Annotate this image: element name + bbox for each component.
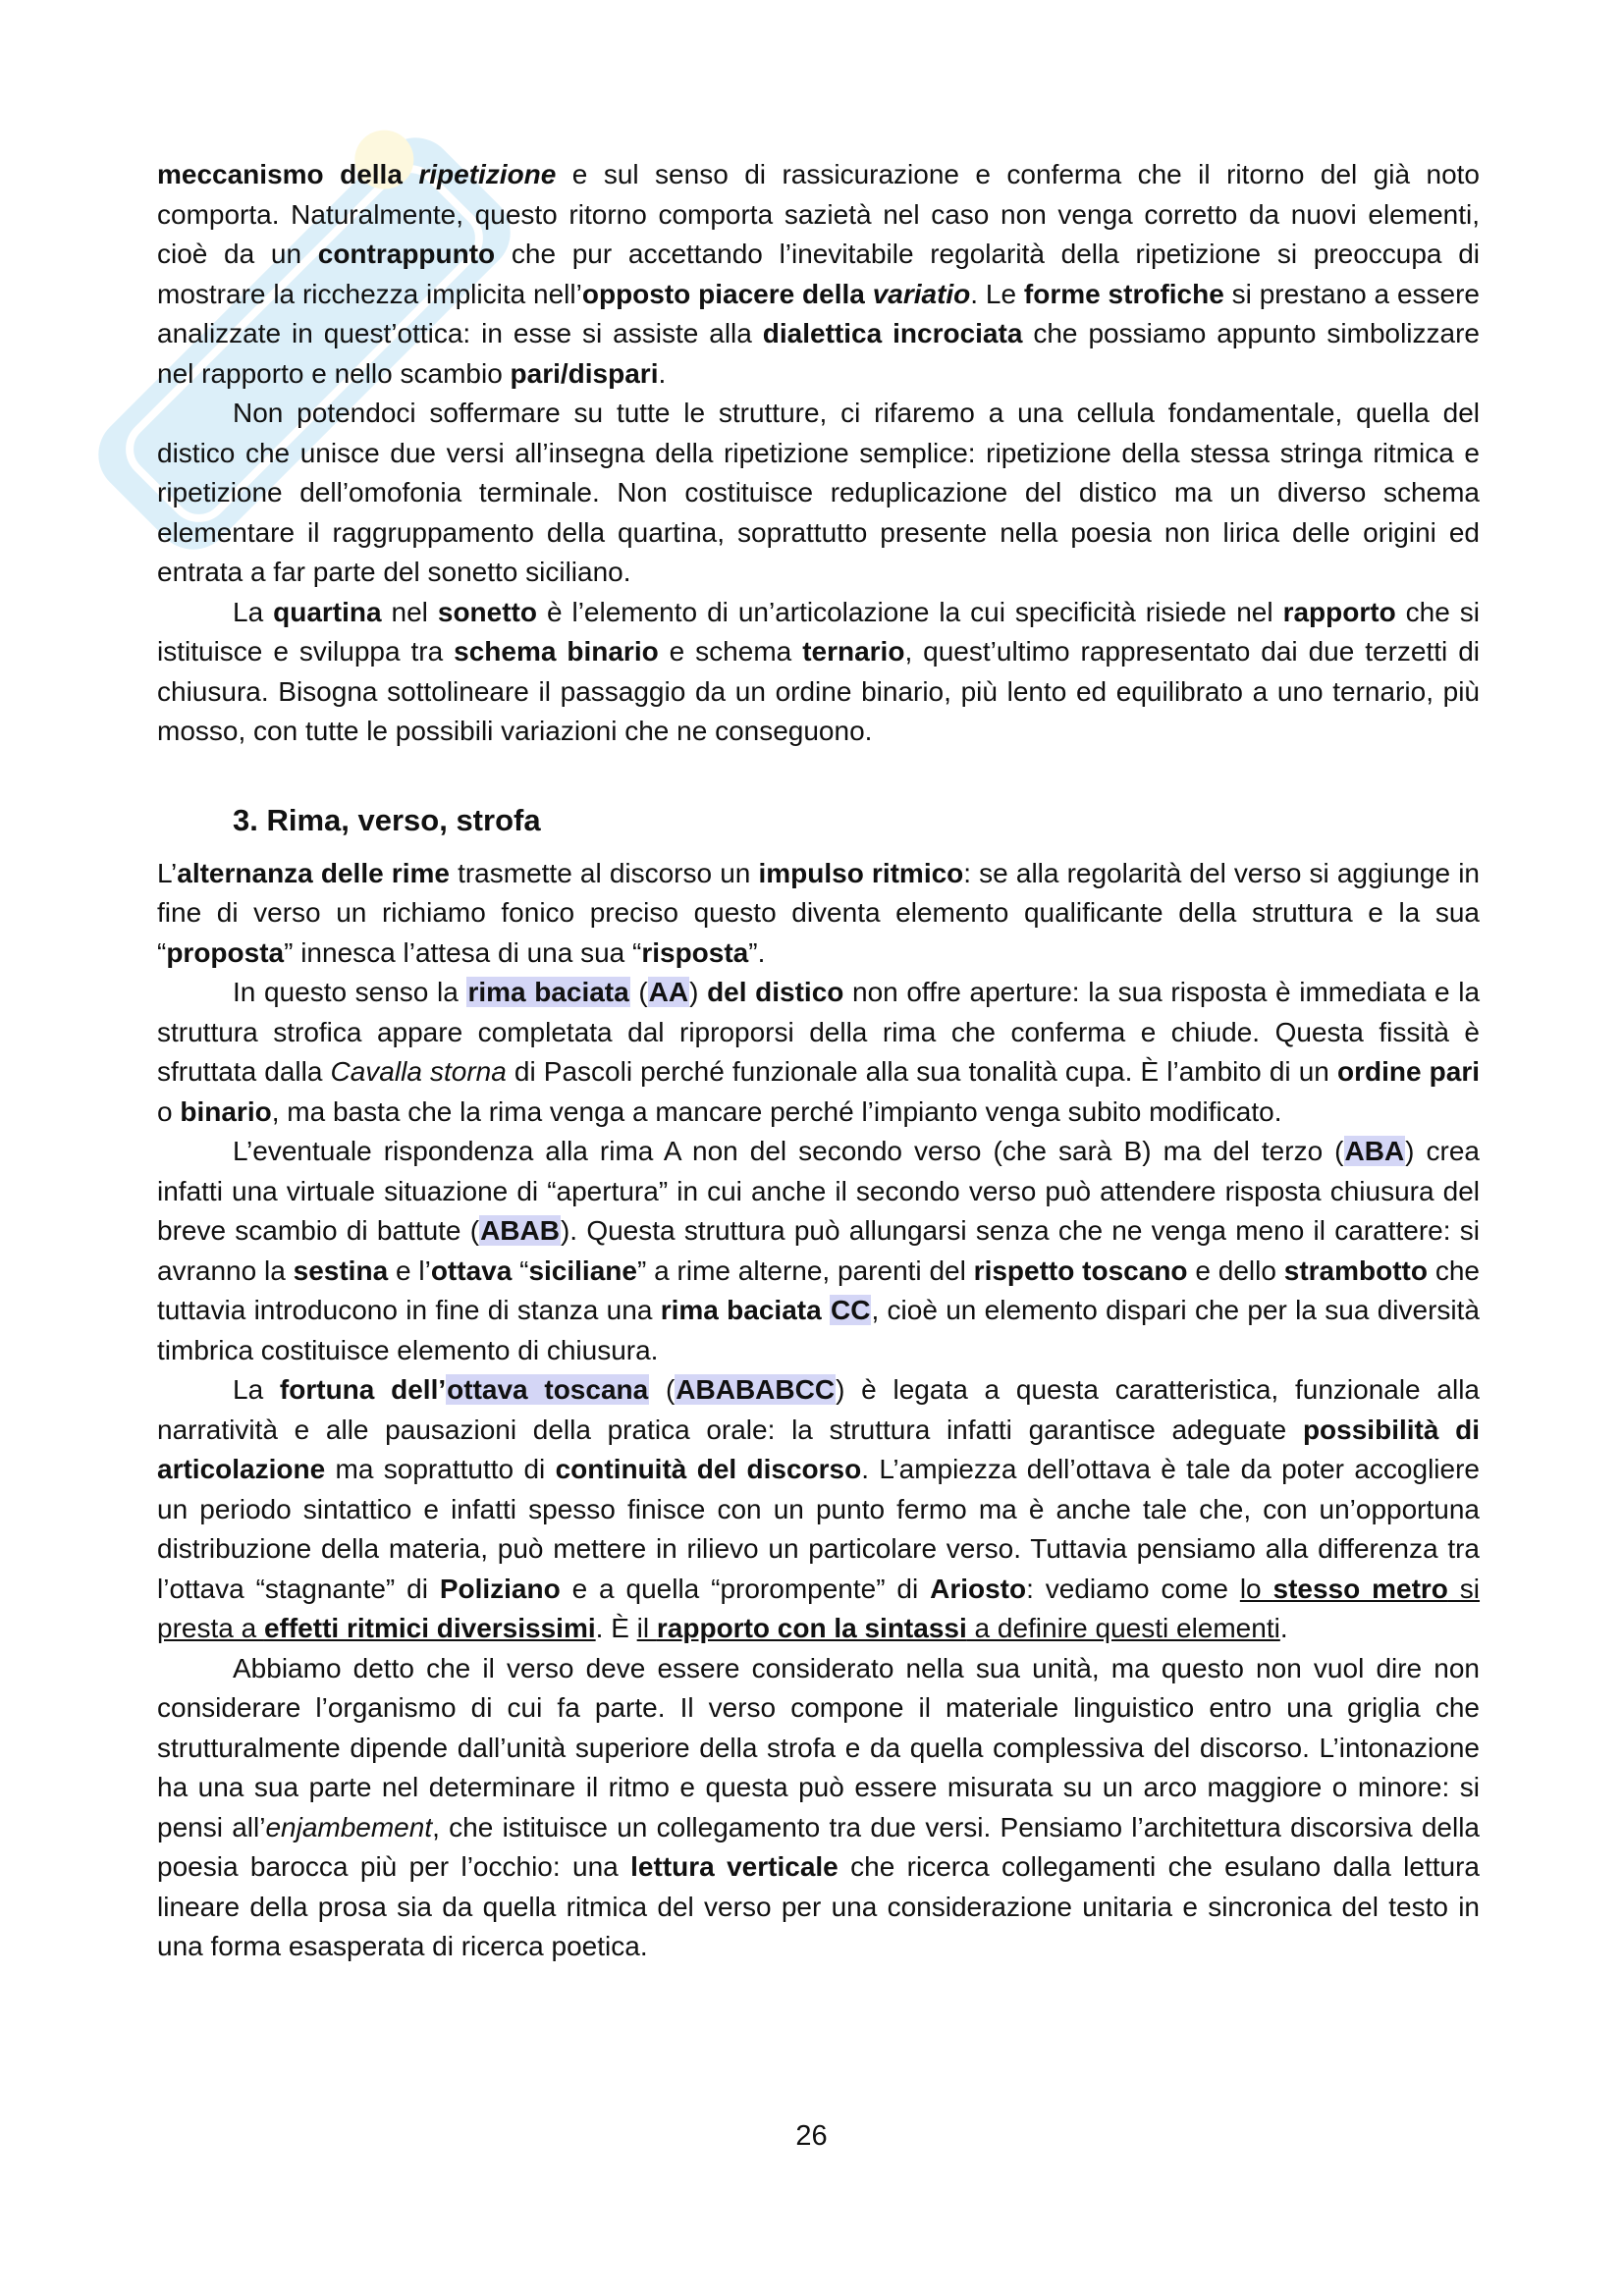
text-run: ”. [748,936,766,968]
text-run: “ [512,1255,529,1286]
text-run: fortuna dell’ [279,1374,447,1405]
text-run: ordine pari [1336,1056,1480,1087]
text-run: ” a rime alterne, parenti del [636,1255,974,1286]
text-run: che tuttavia introducono in fine di stanza una [157,1255,1480,1325]
text-run: . È [595,1613,637,1643]
text-run: ” innesca l’attesa di una sua “ [284,936,642,968]
text-run: La [233,1374,280,1405]
text-run: possibilità di articolazione [157,1414,1480,1484]
text-run: . Le [970,278,1024,309]
text-run: ma soprattutto di [325,1454,556,1484]
text-run: L’ [157,857,178,888]
text-run: Non potendoci soffermare su tutte le strutture, ci rifaremo a una cellula fondamentale, quella del distico che unisce due versi all’insegna della ripetizione semplice: ripetizione della stessa stringa ritmica e ripetizione dell’omofonia terminale. Non costituisce reduplicazione del distico ma un diverso schema elementare il raggruppamento della quartina, soprattutto presente nella poesia non lirica delle origini ed entrata a far parte del sonetto siciliano. [157,398,1480,587]
paragraph [157,394,1480,593]
text-run: . [658,357,667,389]
text-run: Abbiamo detto che il verso deve essere considerato nella sua unità, ma questo non vuol dire non considerare l’organismo di cui fa parte. Il verso compone il materiale linguistico entro una griglia che strutturalmente dipende dall’unità superiore della strofa e da quella complessiva del discorso. L’intonazione ha una sua parte nel determinare il ritmo e questa può essere misurata su un arco maggiore o minore: si pensi all’ [157,1652,1480,1842]
paragraph [157,1649,1480,1967]
text-run: rima baciata [660,1295,822,1325]
text-run: variatio [872,278,971,309]
text-run: schema binario [454,636,659,667]
text-run: pari/dispari [510,357,659,389]
text-run: e dello [1187,1255,1284,1286]
text-run: La [233,596,274,627]
text-run: ottava toscana [447,1374,649,1405]
text-run: e sul senso di rassicurazione e conferma che il ritorno del già noto comporta. Naturalmente, questo ritorno comporta sazietà nel caso non venga corretto da nuovi elementi, cioè da un [157,159,1480,269]
text-run: proposta [166,936,285,968]
text-run: che si istituisce e sviluppa tra [157,596,1480,667]
text-run: ABA [1344,1136,1405,1166]
text-run: contrappunto [317,239,496,269]
text-run: lo [1239,1573,1273,1604]
text-run: binario [180,1095,272,1127]
paragraph [157,973,1480,1132]
text-run: nel [381,596,438,627]
text-run: che ricerca collegamenti che esulano dalla lettura lineare della prosa sia da quella ritmica del verso per una considerazione unitaria e sincronica del testo in una forma esasperata di ricerca poetica. [157,1851,1480,1961]
text-run: ABAB [480,1215,560,1246]
body-text [157,155,1480,1967]
text-run: Cavalla storna [330,1056,507,1087]
text-run: AA [648,977,689,1007]
text-run: rapporto con la sintassi [656,1613,967,1643]
paragraph [157,1132,1480,1370]
text-run: continuità del discorso [555,1454,862,1484]
text-run: trasmette al discorso un [449,857,759,888]
text-run: Poliziano [439,1573,561,1604]
text-run: ottava [430,1255,513,1286]
text-run: rispetto toscano [973,1255,1188,1286]
text-run: ( [649,1374,676,1405]
text-run: il [636,1613,657,1643]
text-run: lettura verticale [630,1851,839,1882]
text-run: ) [689,977,708,1007]
text-run: quartina [273,596,382,627]
text-run: ternario [802,636,905,667]
text-run: dialettica incrociata [762,318,1023,348]
text-run: si prestano a essere analizzate in quest’ottica: in esse si assiste alla [157,278,1480,348]
text-run: siciliane [528,1255,637,1286]
text-run: e schema [658,636,803,667]
text-run: effetti ritmici diversissimi [263,1613,596,1643]
text-run: . [1279,1613,1288,1643]
text-run: , ma basta che la rima venga a mancare perché l’impianto venga subito modificato. [271,1095,1282,1127]
text-run: è l’elemento di un’articolazione la cui specificità risiede nel [536,596,1283,627]
text-run: . L’ampiezza dell’ottava è tale da poter accogliere un periodo sintattico e infatti spesso finisce con un punto fermo ma è anche tale che, con un’opportuna distribuzione della materia, può mettere in rilievo un particolare verso. Tuttavia pensiamo alla differenza tra l’ottava “stagnante” di [157,1454,1480,1604]
text-run: del distico [707,977,844,1007]
text-run: ( [629,977,648,1007]
text-run: a definire questi elementi [966,1613,1280,1643]
text-run: risposta [641,936,749,968]
text-run [822,1295,830,1325]
text-run: ). Questa struttura può allungarsi senza che ne venga meno il carattere: si avranno la [157,1215,1480,1286]
text-run: , che istituisce un collegamento tra due versi. Pensiamo l’architettura discorsiva della poesia barocca più per l’occhio: una [157,1811,1481,1882]
paragraph [157,1370,1480,1649]
text-run: non offre aperture: la sua risposta è immediata e la struttura strofica appare completata dal riproporsi della rima che conferma e chiude. Questa fissità è sfruttata dalla [157,977,1481,1087]
text-run: sestina [293,1255,389,1286]
text-run: ABABABCC [676,1374,836,1405]
text-run: e l’ [388,1255,431,1286]
text-run: CC [830,1295,871,1325]
text-run: , cioè un elemento dispari che per la sua diversità timbrica costituisce elemento di chiusura. [157,1295,1480,1365]
paragraph [157,854,1480,974]
text-run: che pur accettando l’inevitabile regolarità della ripetizione si preoccupa di mostrare la ricchezza implicita nell’ [157,239,1480,309]
text-run: ripetizione [418,159,557,189]
text-run: strambotto [1283,1255,1428,1286]
page-number: 26 [795,2120,828,2152]
text-run: alternanza delle rime [177,857,450,888]
text-run: impulso ritmico [758,857,964,888]
text-run: e a quella “prorompente” di [560,1573,931,1604]
text-run: In questo senso la [233,977,467,1007]
text-run: meccanismo della [157,159,419,189]
paragraph [157,593,1480,752]
section-heading: 3. Rima, verso, strofa [233,802,541,837]
text-run: che possiamo appunto simbolizzare nel rapporto e nello scambio [157,318,1480,389]
text-run: : vediamo come [1026,1573,1240,1604]
text-run: : se alla regolarità del verso si aggiunge in fine di verso un richiamo fonico preciso questo diventa elemento qualificante della struttura e la sua “ [157,857,1480,968]
text-run: opposto piacere della [581,278,873,309]
text-run: di Pascoli perché funzionale alla sua tonalità cupa. È l’ambito di un [506,1056,1337,1087]
text-run: stesso metro [1272,1573,1448,1604]
paragraph [157,155,1480,394]
text-run: Ariosto [930,1573,1027,1604]
text-run: ) è legata a questa caratteristica, funzionale alla narratività e alle pausazioni della pratica orale: la struttura infatti garantisce adeguate [157,1374,1480,1445]
text-run: forme strofiche [1023,278,1224,309]
text-run: enjambement [265,1811,433,1842]
text-run: o [157,1095,181,1127]
text-run: rima baciata [467,977,629,1007]
text-run: L’eventuale rispondenza alla rima A non del secondo verso (che sarà B) ma del terzo ( [233,1136,1344,1166]
text-run: sonetto [437,596,537,627]
text-run: rapporto [1282,596,1396,627]
text-run: , quest’ultimo rappresentato dai due terzetti di chiusura. Bisogna sottolineare il passaggio da un ordine binario, più lento ed equilibrato a uno ternario, più mosso, con tutte le possibili variazioni che ne conseguono. [157,636,1480,746]
text-run: ) crea infatti una virtuale situazione di “apertura” in cui anche il secondo verso può attendere risposta chiusura del breve scambio di battute ( [157,1136,1480,1246]
text-run: si presta a [157,1573,1481,1643]
